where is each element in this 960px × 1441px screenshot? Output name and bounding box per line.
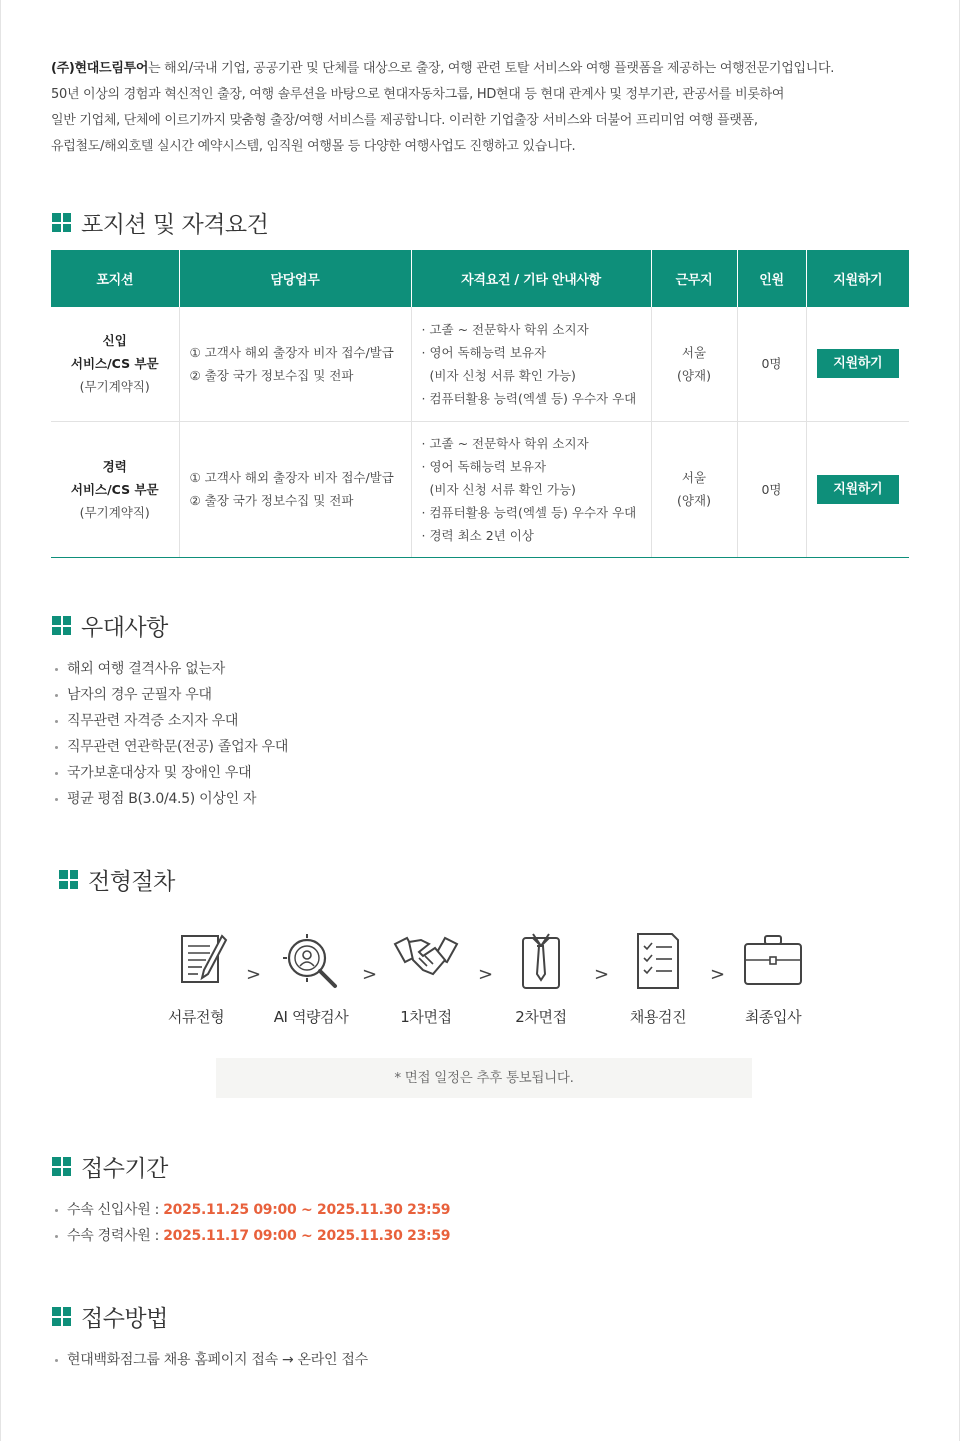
col-header-requirements: 자격요건 / 기타 안내사항 — [411, 250, 651, 307]
checklist-icon — [626, 930, 690, 992]
section-title-process: 전형절차 — [59, 863, 175, 896]
duty-cell: ① 고객사 해외 출장자 비자 접수/발급 ② 출장 국가 정보수집 및 전파 — [179, 421, 411, 557]
col-header-location: 근무지 — [651, 250, 737, 307]
process-step — [618, 930, 698, 1027]
apply-cell — [806, 307, 909, 421]
section-title-positions: 포지션 및 자격요건 — [52, 206, 268, 239]
process-step — [271, 930, 351, 1027]
list-item: 남자의 경우 군필자 우대 — [51, 682, 288, 708]
apply-button-new[interactable]: 지원하기 — [817, 349, 899, 378]
col-header-headcount: 인원 — [737, 250, 806, 307]
company-intro — [51, 56, 921, 160]
position-cell: 신입 서비스/CS 부문 (무기계약직) — [51, 307, 179, 421]
requirements-cell: · 고졸 ~ 전문학사 학위 소지자 · 영어 독해능력 보유자 (비자 신청 서류 확인 가능) · 컴퓨터활용 능력(엑셀 등) 우수자 우대 · 경력 최소 2년 이상 — [411, 421, 651, 557]
step-label: AI 역량검사 — [273, 1008, 349, 1026]
grid-icon — [52, 213, 71, 232]
step-arrow: > — [594, 964, 610, 985]
method-list — [51, 1347, 368, 1373]
intro-line-3: 일반 기업체, 단체에 이르기까지 맞춤형 출장/여행 서비스를 제공합니다. 이러한 기업출장 서비스와 더불어 프리미엄 여행 플랫폼, — [51, 113, 758, 128]
positions-table — [51, 250, 909, 558]
requirements-cell: · 고졸 ~ 전문학사 학위 소지자 · 영어 독해능력 보유자 (비자 신청 서류 확인 가능) · 컴퓨터활용 능력(엑셀 등) 우수자 우대 — [411, 307, 651, 421]
process-step — [386, 930, 466, 1027]
step-arrow: > — [478, 964, 494, 985]
col-header-position: 포지션 — [51, 250, 179, 307]
company-name: (주)현대드림투어 — [51, 61, 149, 76]
process-steps — [156, 930, 816, 1030]
step-label: 서류전형 — [167, 1008, 225, 1026]
shirt-tie-icon — [509, 930, 573, 992]
table-row — [51, 421, 909, 557]
step-label: 2차면접 — [515, 1008, 567, 1026]
col-header-apply: 지원하기 — [806, 250, 909, 307]
apply-button-experienced[interactable]: 지원하기 — [817, 475, 899, 504]
intro-line-1: (주)현대드림투어는 해외/국내 기업, 공공기관 및 단체를 대상으로 출장, 여행 관련 토탈 서비스와 여행 플랫폼을 제공하는 여행전문기업입니다. — [51, 61, 835, 76]
step-arrow: > — [710, 964, 726, 985]
list-item: 평균 평점 B(3.0/4.5) 이상인 자 — [51, 786, 288, 812]
list-item: 직무관련 연관학문(전공) 졸업자 우대 — [51, 734, 288, 760]
grid-icon — [52, 616, 71, 635]
section-title-method: 접수방법 — [52, 1300, 168, 1333]
list-item: 수속 경력사원 : 2025.11.17 09:00 ~ 2025.11.30 23:59 — [51, 1223, 450, 1249]
headcount-cell: 0명 — [737, 421, 806, 557]
table-row — [51, 307, 909, 421]
process-step — [156, 930, 236, 1027]
grid-icon — [52, 1157, 71, 1176]
list-item: 수속 신입사원 : 2025.11.25 09:00 ~ 2025.11.30 23:59 — [51, 1197, 450, 1223]
period-list — [51, 1197, 450, 1249]
list-item: 국가보훈대상자 및 장애인 우대 — [51, 760, 288, 786]
period-value: 2025.11.25 09:00 ~ 2025.11.30 23:59 — [163, 1202, 451, 1218]
document-pen-icon — [164, 930, 228, 992]
grid-icon — [52, 1307, 71, 1326]
intro-line-2: 50년 이상의 경험과 혁신적인 출장, 여행 솔루션을 바탕으로 현대자동차그룹, HD현대 등 현대 관계사 및 정부기관, 관공서를 비롯하여 — [51, 87, 785, 102]
handshake-icon — [393, 930, 459, 992]
process-step — [733, 930, 813, 1027]
list-item: 직무관련 자격증 소지자 우대 — [51, 708, 288, 734]
period-value: 2025.11.17 09:00 ~ 2025.11.30 23:59 — [163, 1228, 451, 1244]
list-item: 현대백화점그룹 채용 홈페이지 접속 → 온라인 접수 — [51, 1347, 368, 1373]
location-cell: 서울 (양재) — [651, 421, 737, 557]
intro-line-4: 유럽철도/해외호텔 실시간 예약시스템, 임직원 여행몰 등 다양한 여행사업도 진행하고 있습니다. — [51, 139, 576, 154]
apply-cell — [806, 421, 909, 557]
col-header-duty: 담당업무 — [179, 250, 411, 307]
process-step — [501, 930, 581, 1027]
step-arrow: > — [362, 964, 378, 985]
duty-cell: ① 고객사 해외 출장자 비자 접수/발급 ② 출장 국가 정보수집 및 전파 — [179, 307, 411, 421]
grid-icon — [59, 870, 78, 889]
interview-notice: * 면접 일정은 추후 통보됩니다. — [216, 1058, 752, 1098]
step-label: 채용검진 — [629, 1008, 687, 1026]
step-label: 최종입사 — [744, 1008, 802, 1026]
headcount-cell: 0명 — [737, 307, 806, 421]
list-item: 해외 여행 결격사유 없는자 — [51, 656, 288, 682]
location-cell: 서울 (양재) — [651, 307, 737, 421]
preferences-list — [51, 656, 288, 812]
step-label: 1차면접 — [400, 1008, 452, 1026]
magnifier-person-icon — [279, 930, 343, 992]
step-arrow: > — [246, 964, 262, 985]
briefcase-icon — [741, 930, 805, 992]
section-title-preferences: 우대사항 — [52, 609, 168, 642]
section-title-period: 접수기간 — [52, 1150, 168, 1183]
position-cell: 경력 서비스/CS 부문 (무기계약직) — [51, 421, 179, 557]
table-header-row — [51, 250, 909, 307]
